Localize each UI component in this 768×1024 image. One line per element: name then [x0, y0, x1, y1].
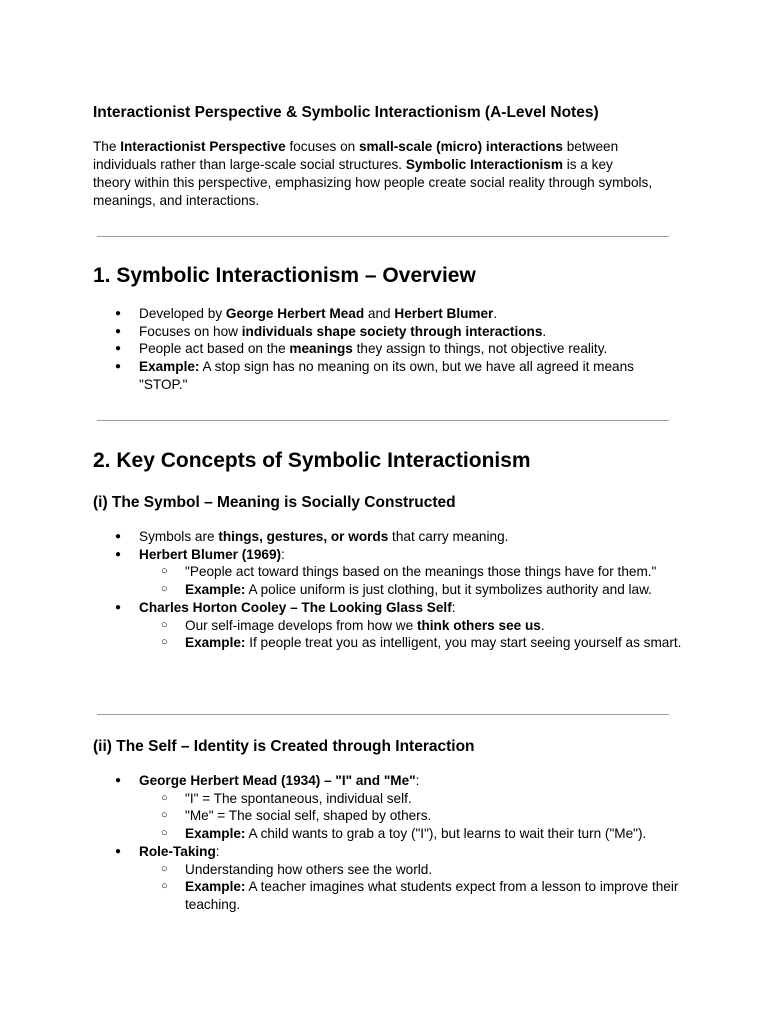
item-text: A child wants to grab a toy ("I"), but learns to wait their turn ("Me"). — [245, 826, 647, 842]
sub-list — [139, 563, 683, 598]
item-text: "I" = The spontaneous, individual self. — [185, 790, 412, 806]
item-bold: Example: — [185, 582, 246, 598]
item-text: "Me" = The social self, shaped by others. — [185, 808, 432, 824]
horizontal-divider — [97, 714, 669, 715]
intro-text: The — [93, 139, 121, 154]
item-text: : — [281, 546, 285, 562]
sub-list — [139, 861, 683, 914]
item-text: Understanding how others see the world. — [185, 861, 433, 877]
list-item — [93, 323, 683, 341]
sub-list — [139, 617, 683, 652]
intro-text: focuses on — [285, 139, 359, 154]
item-bold: think others see us — [416, 617, 541, 633]
item-text: Our self-image develops from how we — [185, 617, 417, 633]
sub-list-item — [139, 878, 683, 913]
item-bold: George Herbert Mead (1934) – "I" and "Me" — [139, 773, 416, 788]
item-bold: Herbert Blumer — [394, 306, 494, 321]
list-item — [93, 528, 683, 546]
item-bold: Role-Taking — [139, 843, 216, 859]
item-text: People act based on the — [139, 341, 290, 357]
item-bold: Example: — [139, 359, 200, 375]
sub-list-item — [139, 563, 683, 581]
item-text: "People act toward things based on the meanings those things have for them." — [185, 564, 657, 580]
item-text: : — [215, 843, 220, 859]
sub-list-item — [139, 634, 683, 652]
section-2-heading: 2. Key Concepts of Symbolic Interactionism — [93, 449, 531, 472]
sub-list-item — [139, 581, 683, 599]
item-bold: Herbert Blumer (1969) — [139, 546, 282, 562]
intro-text: between individuals rather than large-scale social structures. — [93, 139, 619, 172]
intro-bold: small-scale (micro) interactions — [358, 139, 563, 154]
list-item — [93, 599, 683, 652]
item-text: If people treat you as intelligent, you may start seeing yourself as smart. — [245, 635, 682, 651]
item-text: Developed by — [139, 306, 226, 321]
intro-paragraph — [93, 138, 653, 210]
sub-list-item — [139, 807, 683, 825]
list-item — [93, 358, 683, 393]
item-text: : — [415, 773, 420, 788]
horizontal-divider — [97, 236, 669, 237]
item-bold: Charles Horton Cooley – The Looking Glass Self — [139, 599, 452, 615]
item-text: : — [451, 599, 456, 615]
list-item — [93, 772, 683, 843]
item-text: A police uniform is just clothing, but it symbolizes authority and law. — [245, 582, 652, 598]
item-text: Symbols are — [139, 529, 219, 544]
item-bold: individuals shape society through interactions — [241, 323, 543, 339]
item-bold: Example: — [185, 826, 246, 842]
subsection-self-heading: (ii) The Self – Identity is Created through Interaction — [93, 738, 475, 755]
item-text: A teacher imagines what students expect from a lesson to improve their teaching. — [185, 879, 679, 912]
intro-text: is a key theory within this perspective, emphasizing how people create social reality through symbols, meanings, and interactions. — [93, 157, 653, 208]
list-item — [93, 843, 683, 914]
item-text: Focuses on how — [139, 323, 242, 339]
sub-list-item — [139, 861, 683, 879]
intro-bold: Symbolic Interactionism — [405, 157, 563, 172]
item-bold: Example: — [185, 635, 246, 651]
section-1-list — [93, 305, 683, 394]
horizontal-divider — [97, 420, 669, 421]
item-bold: George Herbert Mead — [225, 306, 365, 321]
document-title: Interactionist Perspective & Symbolic Interactionism (A-Level Notes) — [93, 104, 599, 121]
list-item — [93, 305, 683, 323]
symbol-list — [93, 528, 683, 652]
list-item — [93, 546, 683, 599]
item-text: they assign to things, not objective reality. — [352, 341, 608, 357]
item-bold: Example: — [185, 879, 246, 895]
sub-list — [139, 790, 683, 843]
item-text: A stop sign has no meaning on its own, but we have all agreed it means "STOP." — [139, 359, 634, 392]
sub-list-item — [139, 825, 683, 843]
item-text: . — [542, 323, 547, 339]
sub-list-item — [139, 790, 683, 808]
self-list — [93, 772, 683, 914]
subsection-symbol-heading: (i) The Symbol – Meaning is Socially Constructed — [93, 494, 456, 511]
intro-bold: Interactionist Perspective — [120, 139, 286, 154]
section-1-heading: 1. Symbolic Interactionism – Overview — [93, 264, 476, 287]
item-text: and — [364, 306, 395, 321]
item-text: that carry meaning. — [388, 529, 509, 544]
list-item — [93, 340, 683, 358]
item-bold: things, gestures, or words — [218, 529, 389, 544]
item-text: . — [540, 617, 545, 633]
item-text: . — [493, 306, 498, 321]
item-bold: meanings — [289, 341, 353, 357]
sub-list-item — [139, 617, 683, 635]
